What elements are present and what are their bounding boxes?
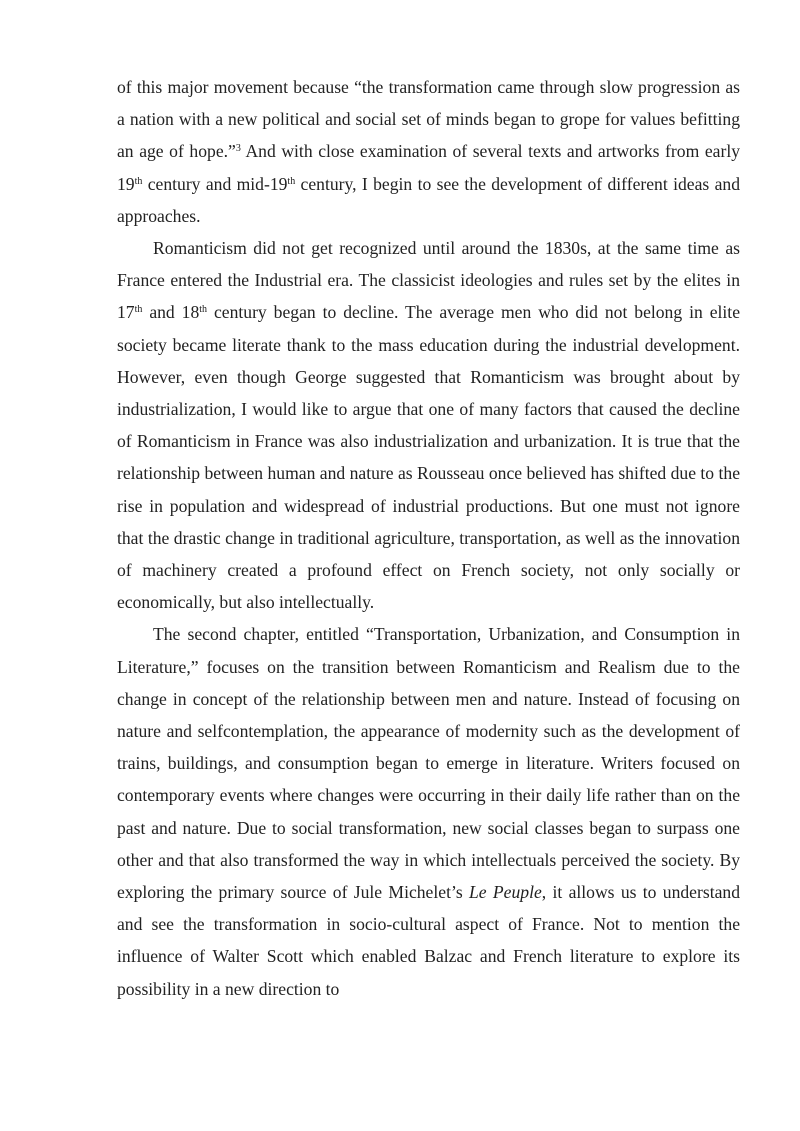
- paragraph-1-text-b: And with close examination of several texts and artworks from early 19: [117, 141, 740, 194]
- ordinal-suffix: th: [134, 304, 143, 316]
- paragraph-3-text-b: , it allows us to understand and see the transformation in socio-cultural aspect of France. Not to mention the influence of Walter Scott which enabled Balzac and French literature to explore its possibility in a new direction to: [117, 882, 740, 999]
- paragraph-3: [117, 618, 740, 1004]
- body-text: [117, 71, 740, 1005]
- paragraph-1-text-d: century, I begin to see the development of different ideas and approaches.: [117, 173, 740, 226]
- ordinal-suffix: th: [287, 175, 296, 187]
- paragraph-2: [117, 232, 740, 618]
- book-title: Le Peuple: [469, 882, 542, 903]
- paragraph-1-text-a: of this major movement because “the transformation came through slow progression as a nation with a new political and social set of minds began to grope for values befitting an age of hope.”: [117, 77, 740, 162]
- ordinal-suffix: th: [134, 175, 143, 187]
- paragraph-2-text-a: Romanticism did not get recognized until around the 1830s, at the same time as France entered the Industrial era. The classicist ideologies and rules set by the elites in 17: [117, 238, 740, 323]
- paragraph-2-text-c: century began to decline. The average men who did not belong in elite society became literate thank to the mass education during the industrial development. However, even though George suggested that Romanticism was brought about by industrialization, I would like to argue that one of many factors that caused the decline of Romanticism in France was also industrialization and urbanization. It is true that the relationship between human and nature as Rousseau once believed has shifted due to the rise in population and widespread of industrial productions. But one must not ignore that the drastic change in traditional agriculture, transportation, as well as the innovation of machinery created a profound effect on French society, not only socially or economically, but also intellectually.: [117, 302, 740, 613]
- footnote-reference: 3: [235, 143, 241, 155]
- paragraph-1-text-c: century and mid-19: [142, 173, 288, 194]
- paragraph-2-text-b: and 18: [142, 302, 200, 323]
- ordinal-suffix: th: [199, 304, 208, 316]
- paragraph-1: [117, 71, 740, 232]
- paragraph-3-text-a: The second chapter, entitled “Transportation, Urbanization, and Consumption in Literature,” focuses on the transition between Romanticism and Realism due to the change in concept of the relationship between men and nature. Instead of focusing on nature and selfcontemplation, the appearance of modernity such as the development of trains, buildings, and consumption began to emerge in literature. Writers focused on contemporary events where changes were occurring in their daily life rather than on the past and nature. Due to social transformation, new social classes began to surpass one other and that also transformed the way in which intellectuals perceived the society. By exploring the primary source of Jule Michelet’s: [117, 624, 740, 903]
